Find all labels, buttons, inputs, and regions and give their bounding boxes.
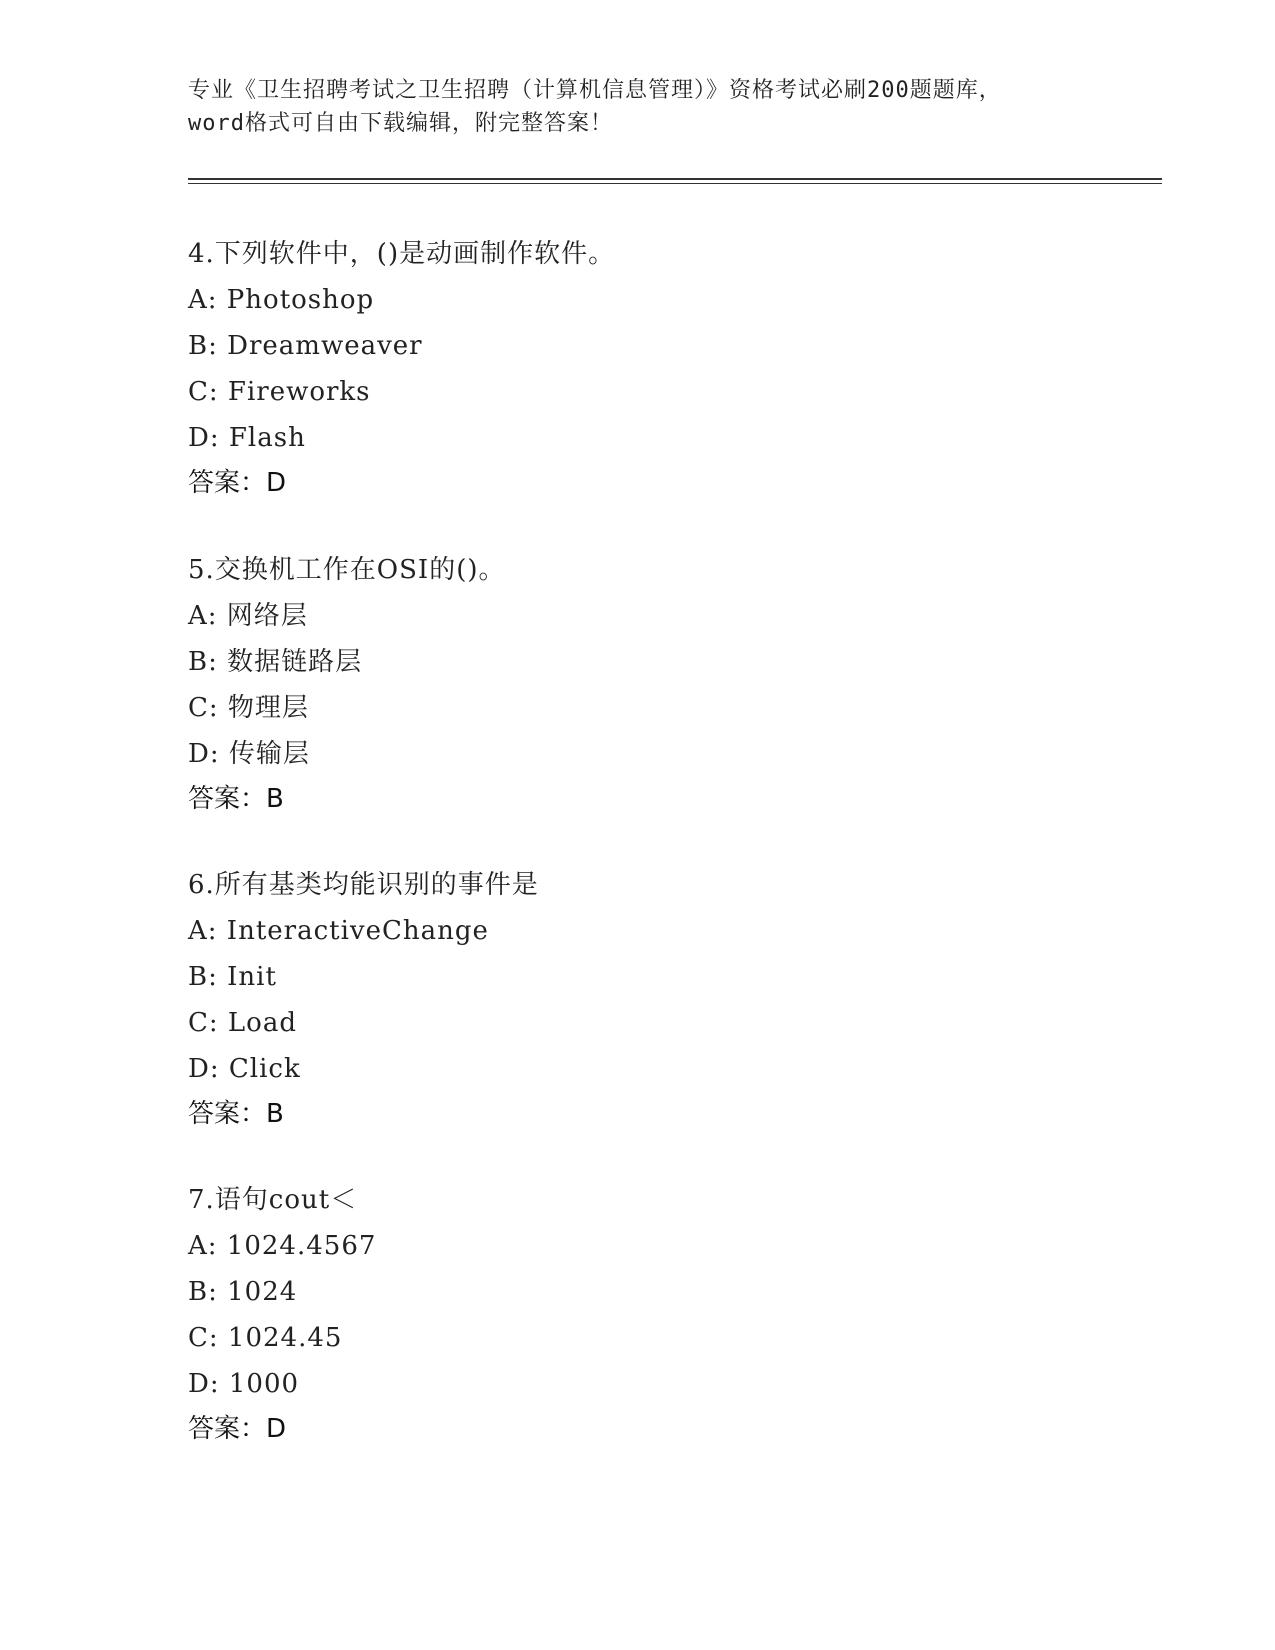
- question-block: [188, 547, 1088, 821]
- answer-label: 答案：D: [188, 1414, 287, 1444]
- option-d: D: 传输层: [188, 739, 310, 769]
- option-a: A: Photoshop: [188, 285, 375, 315]
- question-stem: 6.所有基类均能识别的事件是: [188, 870, 539, 900]
- header-divider-thick: [188, 178, 1162, 180]
- question-stem: 5.交换机工作在OSI的()。: [188, 555, 506, 585]
- option-a: A: InteractiveChange: [188, 916, 489, 946]
- option-d: D: Click: [188, 1054, 301, 1084]
- header-subtitle-line: word格式可自由下载编辑，附完整答案！: [188, 111, 613, 136]
- option-c: C: Load: [188, 1008, 297, 1038]
- option-b: B: Init: [188, 962, 277, 992]
- option-c: C: 物理层: [188, 693, 309, 723]
- question-stem: 4.下列软件中，()是动画制作软件。: [188, 239, 616, 269]
- option-c: C: 1024.45: [188, 1323, 343, 1353]
- option-b: B: Dreamweaver: [188, 331, 423, 361]
- question-block: [188, 231, 1088, 505]
- option-b: B: 1024: [188, 1277, 298, 1307]
- option-d: D: Flash: [188, 423, 306, 453]
- answer-label: 答案：B: [188, 1099, 284, 1129]
- option-b: B: 数据链路层: [188, 647, 363, 677]
- answer-label: 答案：D: [188, 468, 287, 498]
- question-stem: 7.语句cout＜: [188, 1185, 358, 1215]
- answer-label: 答案：B: [188, 784, 284, 814]
- option-a: A: 网络层: [188, 601, 308, 631]
- header-divider-thin: [188, 183, 1162, 184]
- option-a: A: 1024.4567: [188, 1231, 377, 1261]
- header-title-line: 专业《卫生招聘考试之卫生招聘（计算机信息管理）》资格考试必刷200题题库，: [188, 78, 1002, 103]
- option-d: D: 1000: [188, 1369, 300, 1399]
- option-c: C: Fireworks: [188, 377, 371, 407]
- document-header: [188, 74, 1088, 140]
- question-block: [188, 1177, 1088, 1451]
- question-block: [188, 862, 1088, 1136]
